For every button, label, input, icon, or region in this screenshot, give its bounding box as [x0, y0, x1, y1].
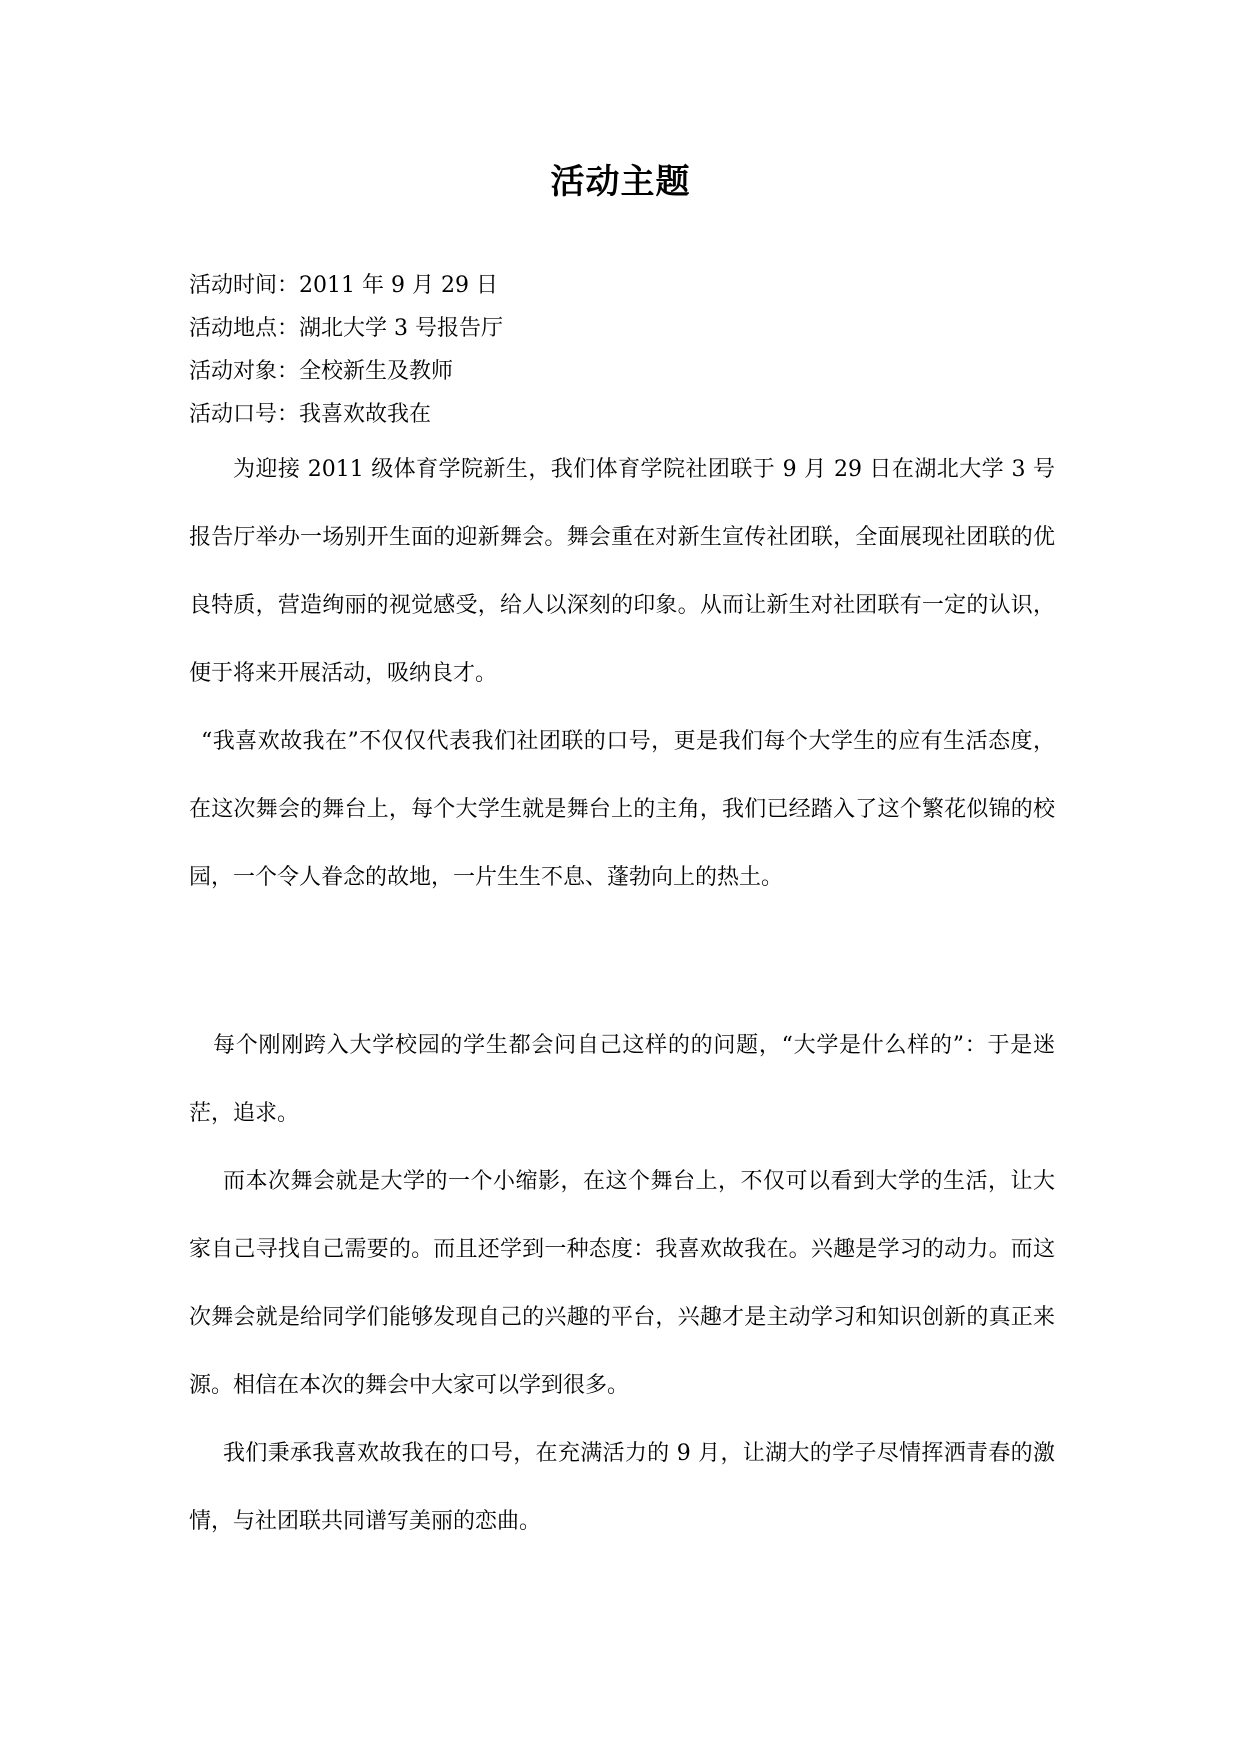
paragraph: 每个刚刚跨入大学校园的学生都会问自己这样的的问题，“大学是什么样的”：于是迷茫，追求。 [189, 1033, 1055, 1126]
activity-time: 活动时间：2011 年 9 月 29 日 [189, 273, 498, 298]
activity-info [189, 264, 1049, 436]
paragraph: “我喜欢故我在”不仅仅代表我们社团联的口号，更是我们每个大学生的应有生活态度，在这次舞会的舞台上，每个大学生就是舞台上的主角，我们已经踏入了这个繁花似锦的校园，一个令人眷念的故地，一片生生不息、蓬勃向上的热土。 [189, 729, 1055, 890]
paragraph: 我们秉承我喜欢故我在的口号，在充满活力的 9 月，让湖大的学子尽情挥洒青春的激情，与社团联共同谱写美丽的恋曲。 [189, 1441, 1055, 1534]
body-section-2 [189, 1012, 1055, 1556]
paragraph: 为迎接 2011 级体育学院新生，我们体育学院社团联于 9 月 29 日在湖北大学 3 号报告厅举办一场别开生面的迎新舞会。舞会重在对新生宣传社团联，全面展现社团联的优良特质，营造绚丽的视觉感受，给人以深刻的印象。从而让新生对社团联有一定的认识，便于将来开展活动，吸纳良才。 [189, 457, 1055, 686]
activity-slogan: 活动口号：我喜欢故我在 [189, 402, 432, 427]
body-section-1 [189, 436, 1055, 912]
activity-audience: 活动对象：全校新生及教师 [189, 359, 454, 384]
activity-location: 活动地点：湖北大学 3 号报告厅 [189, 316, 503, 341]
paragraph: 而本次舞会就是大学的一个小缩影，在这个舞台上，不仅可以看到大学的生活，让大家自己寻找自己需要的。而且还学到一种态度：我喜欢故我在。兴趣是学习的动力。而这次舞会就是给同学们能够发现自己的兴趣的平台，兴趣才是主动学习和知识创新的真正来源。相信在本次的舞会中大家可以学到很多。 [189, 1169, 1055, 1398]
document-title: 活动主题 [550, 162, 691, 202]
